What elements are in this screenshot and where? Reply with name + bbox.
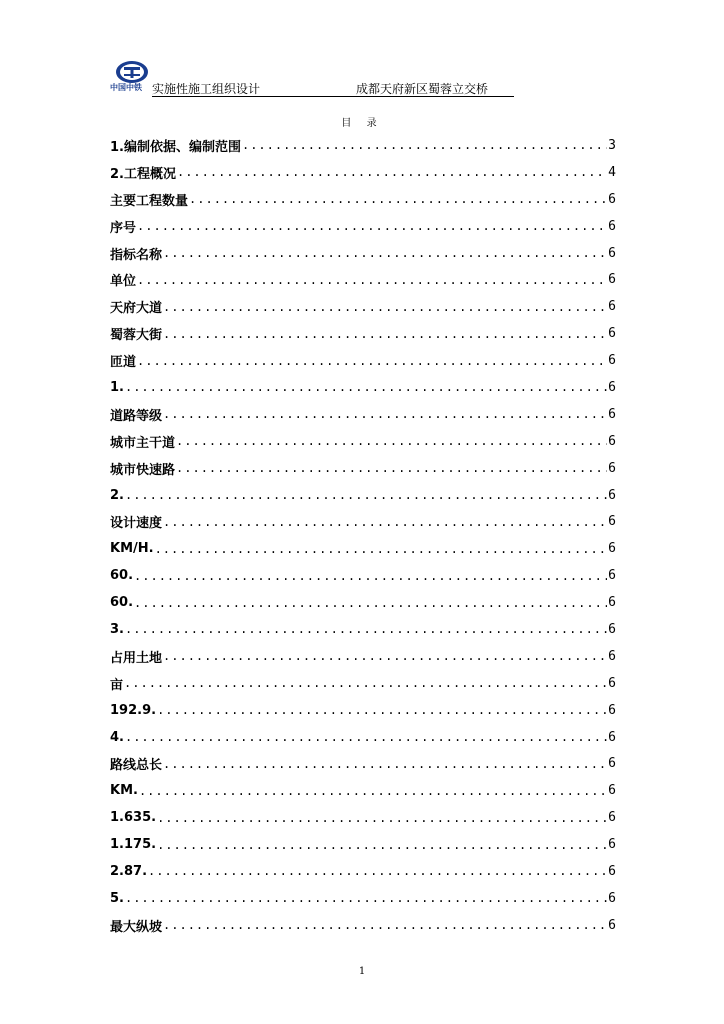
toc-entry-label: 1.175. — [110, 837, 157, 853]
toc-entry[interactable] — [110, 912, 616, 939]
toc-leader-dots — [157, 703, 607, 717]
toc-entry[interactable] — [110, 589, 616, 616]
toc-entry-label: 2.87. — [110, 863, 148, 879]
toc-entry-label: 2. — [110, 487, 124, 503]
toc-entry-page: 6 — [608, 191, 616, 207]
toc-entry-page: 6 — [608, 568, 616, 584]
toc-entry-label: 天府大道 — [110, 301, 163, 317]
toc-entry-label: 城市快速路 — [110, 462, 176, 478]
toc-entry-page: 6 — [608, 245, 616, 261]
toc-leader-dots — [125, 891, 607, 905]
toc-entry[interactable] — [110, 724, 616, 751]
toc-leader-dots — [137, 219, 607, 233]
toc-entry-page: 6 — [608, 326, 616, 342]
toc-leader-dots — [163, 300, 607, 314]
toc-title: 目 录 — [341, 118, 383, 129]
toc-entry-label: 指标名称 — [110, 247, 163, 263]
toc-entry-label: 路线总长 — [110, 758, 163, 774]
toc-leader-dots — [125, 488, 607, 502]
toc-entry-label: 5. — [110, 890, 124, 906]
toc-leader-dots — [125, 730, 607, 744]
toc-entry[interactable] — [110, 562, 616, 589]
toc-entry-label: 占用土地 — [110, 650, 163, 666]
toc-entry[interactable] — [110, 213, 616, 240]
toc-entry[interactable] — [110, 401, 616, 428]
toc-entry-label: 60. — [110, 568, 134, 584]
toc-entry[interactable] — [110, 347, 616, 374]
toc-entry[interactable] — [110, 240, 616, 267]
toc-leader-dots — [242, 138, 607, 152]
toc-leader-dots — [176, 434, 607, 448]
toc-entry-page: 6 — [608, 917, 616, 933]
toc-entry-page: 6 — [608, 433, 616, 449]
page-number: 1 — [358, 966, 366, 977]
toc-leader-dots — [163, 327, 607, 341]
toc-entry-label: 1. — [110, 379, 124, 395]
toc-entry[interactable] — [110, 293, 616, 320]
toc-entry-label: 最大纵坡 — [110, 919, 163, 935]
toc-entry-page: 4 — [608, 164, 616, 180]
toc-entry-label: 道路等级 — [110, 408, 163, 424]
toc-leader-dots — [137, 354, 607, 368]
toc-entry-label: 60. — [110, 595, 134, 611]
toc-entry-page: 6 — [608, 729, 616, 745]
toc-entry-label: 序号 — [110, 220, 137, 236]
toc-entry-label: 设计速度 — [110, 516, 163, 532]
toc-entry-page: 6 — [608, 406, 616, 422]
toc-leader-dots — [163, 918, 607, 932]
toc-leader-dots — [163, 757, 607, 771]
toc-entry-page: 6 — [608, 299, 616, 315]
toc-entry[interactable] — [110, 697, 616, 724]
toc-entry-page: 6 — [608, 379, 616, 395]
toc-entry[interactable] — [110, 266, 616, 293]
toc-leader-dots — [125, 380, 607, 394]
toc-entry-page: 6 — [608, 783, 616, 799]
toc-leader-dots — [157, 811, 607, 825]
logo-text: 中国中铁 — [110, 83, 142, 92]
toc-entry-label: 192.9. — [110, 702, 157, 718]
toc-entry[interactable] — [110, 186, 616, 213]
toc-leader-dots — [177, 165, 607, 179]
toc-entry[interactable] — [110, 482, 616, 509]
toc-leader-dots — [134, 596, 607, 610]
toc-entry-page: 3 — [608, 137, 616, 153]
toc-entry-page: 6 — [608, 810, 616, 826]
toc-entry-page: 6 — [608, 272, 616, 288]
toc-entry[interactable] — [110, 159, 616, 186]
toc-entry-page: 6 — [608, 541, 616, 557]
toc-leader-dots — [134, 569, 607, 583]
toc-entry[interactable] — [110, 643, 616, 670]
table-of-contents — [110, 132, 616, 939]
toc-entry[interactable] — [110, 885, 616, 912]
toc-entry-page: 6 — [608, 863, 616, 879]
toc-entry-page: 6 — [608, 756, 616, 772]
toc-entry-page: 6 — [608, 353, 616, 369]
toc-entry-page: 6 — [608, 648, 616, 664]
toc-entry-label: 4. — [110, 729, 124, 745]
toc-leader-dots — [155, 542, 608, 556]
toc-leader-dots — [189, 192, 607, 206]
header-underline — [152, 96, 514, 97]
toc-leader-dots — [163, 649, 607, 663]
toc-entry-label: 匝道 — [110, 355, 137, 371]
toc-entry[interactable] — [110, 831, 616, 858]
toc-entry-page: 6 — [608, 460, 616, 476]
toc-entry[interactable] — [110, 670, 616, 697]
toc-entry-page: 6 — [608, 218, 616, 234]
toc-leader-dots — [176, 461, 607, 475]
toc-entry[interactable] — [110, 616, 616, 643]
toc-entry-label: 2.工程概况 — [110, 166, 176, 182]
toc-entry[interactable] — [110, 374, 616, 401]
toc-entry-label: 城市主干道 — [110, 435, 176, 451]
toc-entry-label: 1.635. — [110, 810, 157, 826]
toc-entry-label: 1.编制依据、编制范围 — [110, 139, 241, 155]
toc-entry[interactable] — [110, 777, 616, 804]
toc-entry[interactable] — [110, 508, 616, 535]
toc-entry-page: 6 — [608, 621, 616, 637]
toc-entry-label: 主要工程数量 — [110, 193, 189, 209]
toc-entry-label: 单位 — [110, 274, 137, 290]
toc-entry[interactable] — [110, 455, 616, 482]
toc-leader-dots — [148, 864, 607, 878]
toc-entry-page: 6 — [608, 837, 616, 853]
toc-entry-page: 6 — [608, 514, 616, 530]
toc-leader-dots — [163, 515, 607, 529]
toc-leader-dots — [157, 838, 607, 852]
header-project-name: 成都天府新区蜀蓉立交桥 — [356, 82, 489, 96]
toc-leader-dots — [163, 246, 607, 260]
toc-leader-dots — [139, 784, 607, 798]
toc-leader-dots — [163, 407, 607, 421]
toc-entry-label: 亩 — [110, 677, 124, 693]
toc-entry-page: 6 — [608, 675, 616, 691]
toc-leader-dots — [137, 273, 607, 287]
toc-entry-page: 6 — [608, 595, 616, 611]
toc-entry[interactable] — [110, 428, 616, 455]
toc-entry[interactable] — [110, 535, 616, 562]
toc-entry-label: KM. — [110, 783, 138, 799]
toc-leader-dots — [125, 622, 607, 636]
toc-entry[interactable] — [110, 804, 616, 831]
toc-leader-dots — [124, 676, 607, 690]
page-header — [110, 58, 512, 98]
toc-entry[interactable] — [110, 750, 616, 777]
toc-entry-label: KM/H. — [110, 541, 154, 557]
toc-entry-label: 蜀蓉大街 — [110, 328, 163, 344]
toc-entry-label: 3. — [110, 621, 124, 637]
header-document-type: 实施性施工组织设计 — [152, 82, 261, 96]
toc-entry-page: 6 — [608, 702, 616, 718]
toc-entry-page: 6 — [608, 890, 616, 906]
toc-entry-page: 6 — [608, 487, 616, 503]
toc-entry[interactable] — [110, 132, 616, 159]
toc-entry[interactable] — [110, 320, 616, 347]
toc-entry[interactable] — [110, 858, 616, 885]
